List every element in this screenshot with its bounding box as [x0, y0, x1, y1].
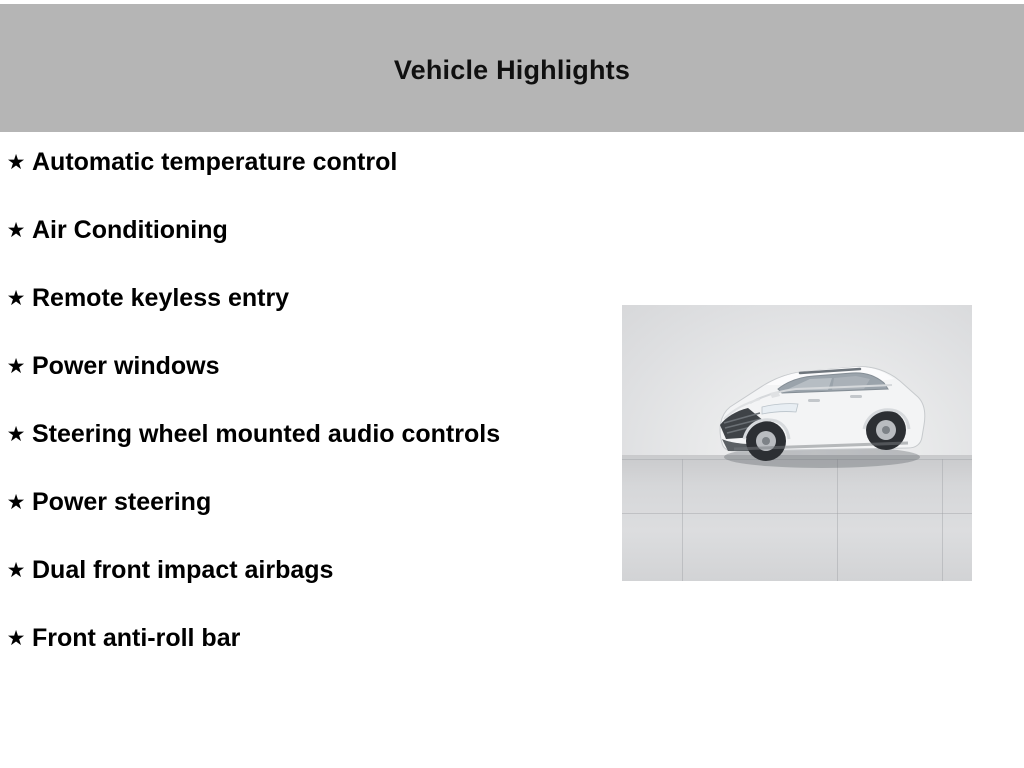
list-item: [0, 349, 600, 389]
highlight-label: Steering wheel mounted audio controls: [32, 420, 501, 448]
star-bullet-icon: ★: [6, 218, 26, 242]
highlight-label: Dual front impact airbags: [32, 556, 334, 584]
highlight-label: Air Conditioning: [32, 216, 228, 244]
star-bullet-icon: ★: [6, 354, 26, 378]
star-bullet-icon: ★: [6, 626, 26, 650]
star-bullet-icon: ★: [6, 558, 26, 582]
highlight-label: Front anti-roll bar: [32, 624, 241, 652]
suv-illustration: [704, 333, 934, 483]
highlight-label: Power steering: [32, 488, 212, 516]
slide-header: [0, 4, 1024, 132]
star-bullet-icon: ★: [6, 422, 26, 446]
list-item: [0, 621, 600, 661]
highlight-label: Power windows: [32, 352, 220, 380]
highlight-label: Automatic temperature control: [32, 148, 398, 176]
list-item: [0, 145, 600, 185]
slide-footer-space: [0, 758, 1024, 768]
page-title: Vehicle Highlights: [393, 54, 631, 85]
star-bullet-icon: ★: [6, 150, 26, 174]
star-bullet-icon: ★: [6, 286, 26, 310]
list-item: [0, 417, 600, 457]
star-bullet-icon: ★: [6, 490, 26, 514]
list-item: [0, 485, 600, 525]
list-item: [0, 553, 600, 593]
highlights-list: [0, 145, 600, 689]
list-item: [0, 213, 600, 253]
vehicle-photo: [622, 305, 972, 581]
list-item: [0, 281, 600, 321]
highlight-label: Remote keyless entry: [32, 284, 290, 312]
